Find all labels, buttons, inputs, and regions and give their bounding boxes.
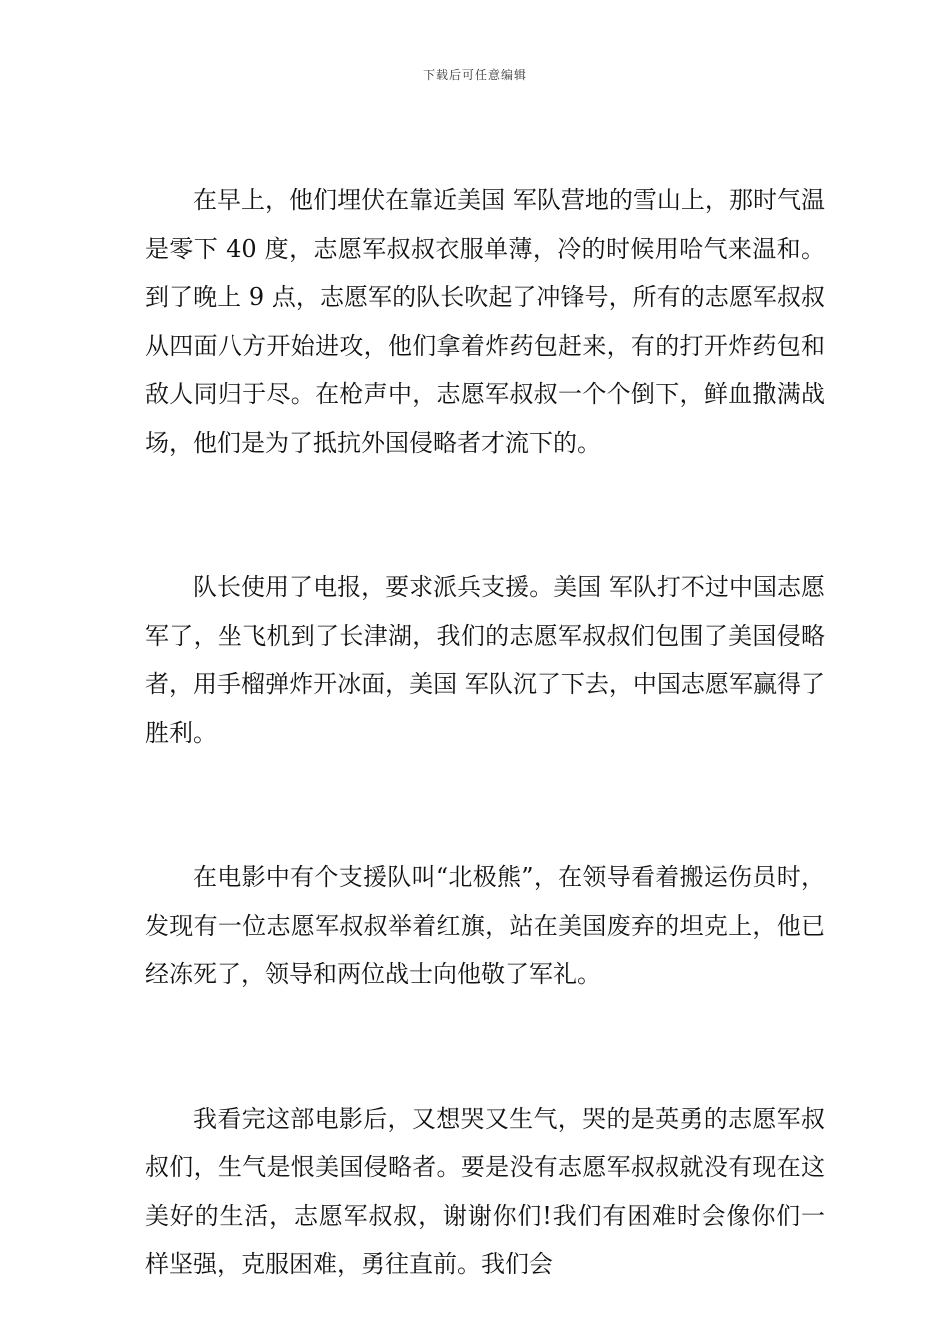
article-body bbox=[145, 176, 825, 1289]
paragraph-2: 队长使用了电报，要求派兵支援。美国 军队打不过中国志愿军了，坐飞机到了长津湖，我们的志愿军叔叔们包围了美国侵略者，用手榴弹炸开冰面，美国 军队沉了下去，中国志愿军赢得了胜利。 bbox=[145, 573, 825, 747]
paragraph-spacer bbox=[145, 999, 825, 1095]
paragraph-spacer bbox=[145, 757, 825, 853]
paragraph-1: 在早上，他们埋伏在靠近美国 军队营地的雪山上，那时气温是零下 40 度，志愿军叔叔衣服单薄，冷的时候用哈气来温和。到了晚上 9 点，志愿军的队长吹起了冲锋号，所有的志愿军叔叔从四面八方开始进攻，他们拿着炸药包赶来，有的打开炸药包和敌人同归于尽。在枪声中，志愿军叔叔一个个倒下，鲜血撒满战场，他们是为了抵抗外国侵略者才流下的。 bbox=[145, 186, 825, 457]
paragraph-4: 我看完这部电影后，又想哭又生气，哭的是英勇的志愿军叔叔们，生气是恨美国侵略者。要是没有志愿军叔叔就没有现在这美好的生活，志愿军叔叔，谢谢你们!我们有困难时会像你们一样坚强，克服困难，勇往直前。我们会 bbox=[145, 1104, 825, 1278]
paragraph-spacer bbox=[145, 467, 825, 563]
header-note: 下载后可任意编辑 bbox=[422, 68, 527, 82]
paragraph-3: 在电影中有个支援队叫“北极熊”，在领导看着搬运伤员时，发现有一位志愿军叔叔举着红旗，站在美国废弃的坦克上，他已经冻死了，领导和两位战士向他敬了军礼。 bbox=[145, 863, 825, 988]
